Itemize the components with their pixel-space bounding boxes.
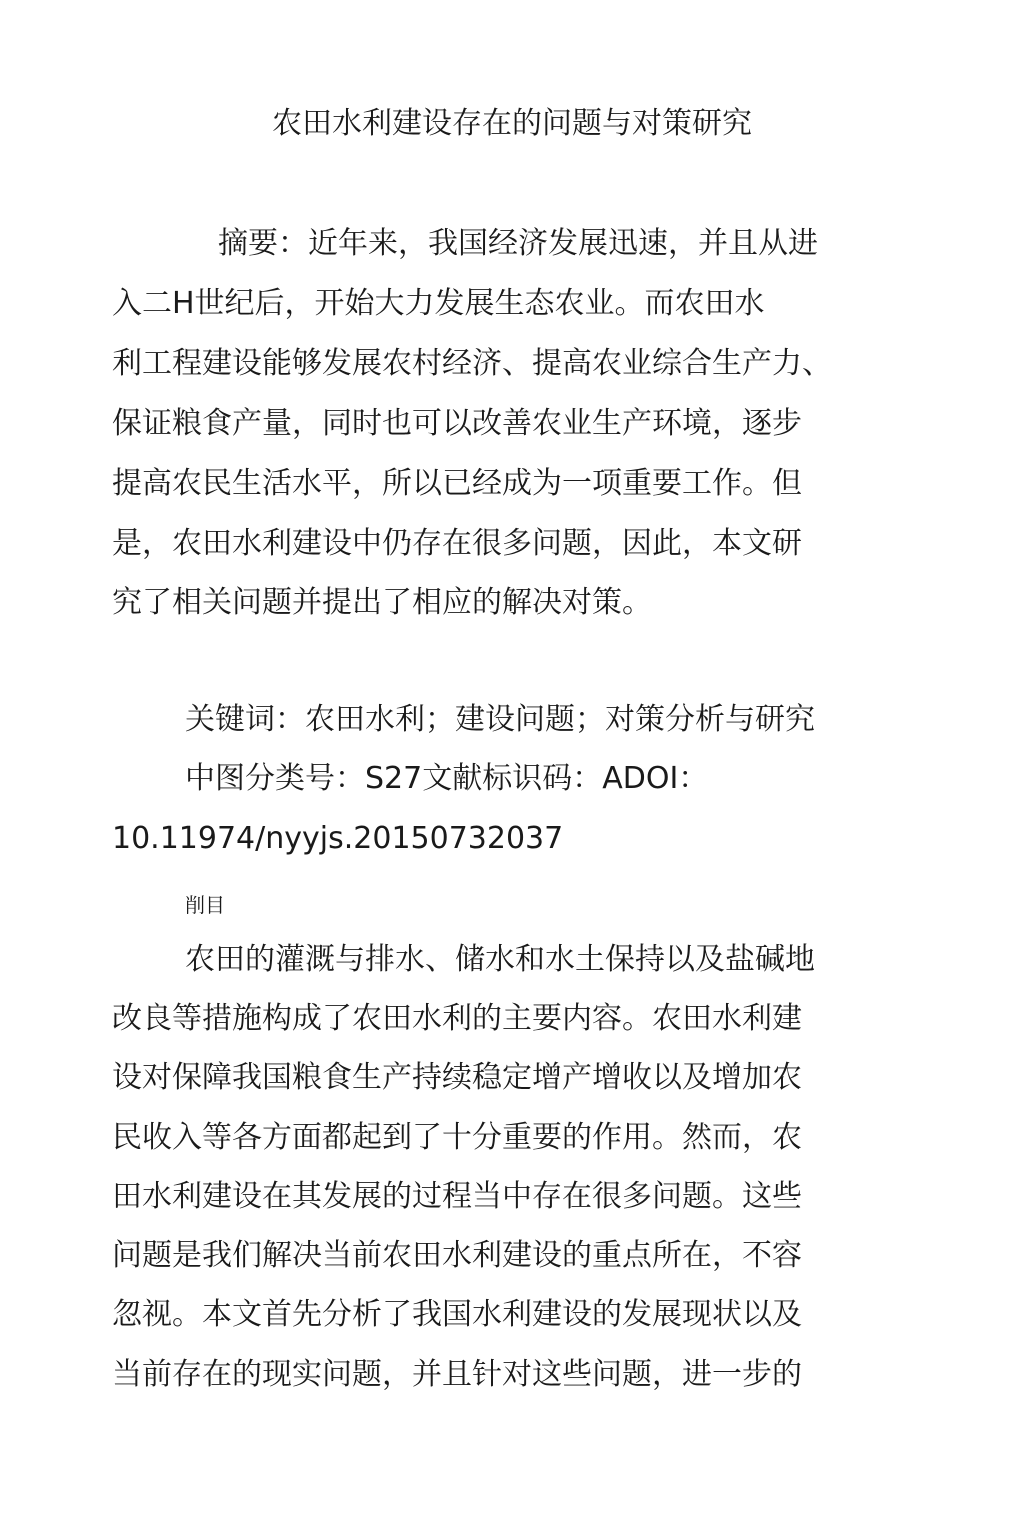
keywords-line: 关键词：农田水利；建设问题；对策分析与研究 [185, 702, 815, 737]
abstract-line: 利工程建设能够发展农村经济、提高农业综合生产力、 [112, 346, 832, 381]
body-line: 设对保障我国粮食生产持续稳定增产增收以及增加农 [112, 1060, 802, 1095]
abstract-line: 究了相关问题并提出了相应的解决对策。 [112, 585, 652, 620]
body-line: 农田的灌溉与排水、储水和水土保持以及盐碱地 [185, 942, 815, 977]
abstract-line: 提高农民生活水平，所以已经成为一项重要工作。但 [112, 466, 802, 501]
body-line: 改良等措施构成了农田水利的主要内容。农田水利建 [112, 1001, 802, 1036]
body-line: 田水利建设在其发展的过程当中存在很多问题。这些 [112, 1179, 802, 1214]
abstract-line: 是，农田水利建设中仍存在很多问题，因此，本文研 [112, 526, 802, 561]
abstract-line: 摘要：近年来，我国经济发展迅速，并且从进 [218, 226, 818, 261]
body-line: 当前存在的现实问题，并且针对这些问题，进一步的 [112, 1357, 802, 1392]
abstract-line: 入二H世纪后，开始大力发展生态农业。而农田水 [112, 286, 765, 321]
doi-line: 10.11974/nyyjs.20150732037 [112, 821, 564, 856]
body-line: 问题是我们解决当前农田水利建设的重点所在，不容 [112, 1238, 802, 1273]
abstract-line: 保证粮食产量，同时也可以改善农业生产环境，逐步 [112, 406, 802, 441]
section-heading: 削目 [185, 893, 225, 917]
document-title: 农田水利建设存在的问题与对策研究 [272, 106, 752, 141]
body-line: 忽视。本文首先分析了我国水利建设的发展现状以及 [112, 1297, 802, 1332]
body-line: 民收入等各方面都起到了十分重要的作用。然而，农 [112, 1120, 802, 1155]
classification-line: 中图分类号：S27文献标识码：ADOI： [185, 761, 709, 796]
